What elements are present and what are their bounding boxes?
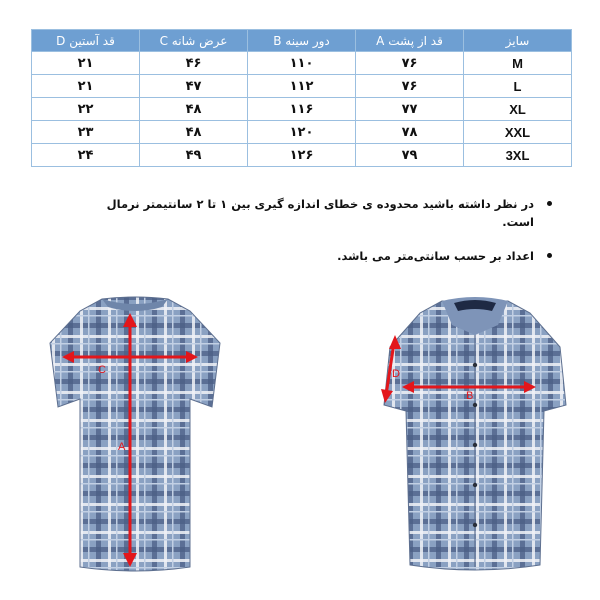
table-row: [32, 52, 572, 75]
sleeve-length-cell: ۲۱: [32, 75, 140, 98]
shirt-button: [473, 483, 477, 487]
header-size: سایز: [464, 30, 572, 52]
sleeve-length-cell: ۲۲: [32, 98, 140, 121]
label-a: A: [118, 441, 126, 453]
back-length-cell: ۷۶: [356, 52, 464, 75]
label-c: C: [98, 364, 106, 376]
back-length-cell: ۷۶: [356, 75, 464, 98]
table-row: [32, 121, 572, 144]
sleeve-length-cell: ۲۱: [32, 52, 140, 75]
size-cell: XXL: [464, 121, 572, 144]
shirt-back-diagram: [40, 295, 230, 575]
size-chart-header-row: [32, 30, 572, 52]
shoulder-cell: ۴۷: [140, 75, 248, 98]
shirt-button: [473, 443, 477, 447]
label-b: B: [466, 390, 474, 402]
shirt-button: [473, 403, 477, 407]
shoulder-cell: ۴۹: [140, 144, 248, 167]
shirt-button: [473, 363, 477, 367]
size-cell: L: [464, 75, 572, 98]
shirt-front-diagram: [380, 295, 570, 575]
back-length-cell: ۷۷: [356, 98, 464, 121]
shirt-back-body: [50, 297, 220, 571]
back-length-cell: ۷۹: [356, 144, 464, 167]
label-d: D: [392, 368, 400, 380]
header-back-length: قد از پشت A: [356, 30, 464, 52]
shoulder-cell: ۴۸: [140, 98, 248, 121]
size-cell: 3XL: [464, 144, 572, 167]
back-length-cell: ۷۸: [356, 121, 464, 144]
sleeve-length-cell: ۲۴: [32, 144, 140, 167]
table-row: [32, 98, 572, 121]
shoulder-cell: ۴۶: [140, 52, 248, 75]
table-row: [32, 144, 572, 167]
header-chest: دور سینه B: [248, 30, 356, 52]
chest-cell: ۱۲۶: [248, 144, 356, 167]
header-sleeve-length: قد آستین D: [32, 30, 140, 52]
sleeve-length-cell: ۲۳: [32, 121, 140, 144]
note-measurement-error: در نظر داشته باشید محدوده ی خطای اندازه گیری بین ۱ تا ۲ سانتیمتر نرمال است.: [76, 195, 556, 231]
size-notes-list: [76, 195, 556, 281]
chest-cell: ۱۲۰: [248, 121, 356, 144]
chest-cell: ۱۱۶: [248, 98, 356, 121]
size-cell: M: [464, 52, 572, 75]
shirt-button: [473, 523, 477, 527]
header-shoulder: عرض شانه C: [140, 30, 248, 52]
table-row: [32, 75, 572, 98]
shoulder-cell: ۴۸: [140, 121, 248, 144]
chest-cell: ۱۱۲: [248, 75, 356, 98]
size-cell: XL: [464, 98, 572, 121]
note-units: اعداد بر حسب سانتی‌متر می باشد.: [76, 247, 556, 265]
size-chart-table: [31, 29, 572, 167]
chest-cell: ۱۱۰: [248, 52, 356, 75]
